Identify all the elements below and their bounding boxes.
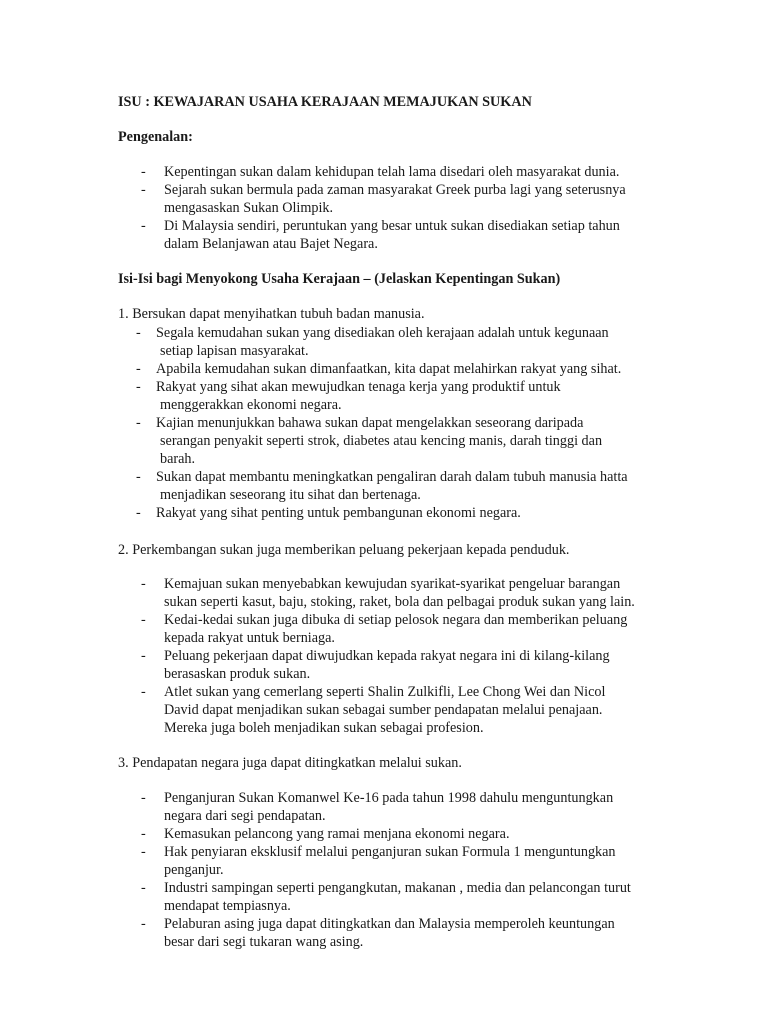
bullet-dash: - bbox=[141, 684, 146, 700]
intro-heading: Pengenalan: bbox=[118, 129, 193, 145]
bullet-dash: - bbox=[141, 790, 146, 806]
s3-item-4-line-2: mendapat tempiasnya. bbox=[164, 898, 291, 914]
bullet-dash: - bbox=[136, 415, 141, 431]
s2-item-3-line-2: berasaskan produk sukan. bbox=[164, 666, 311, 682]
s3-item-4-line-1: Industri sampingan seperti pengangkutan, makanan , media dan pelancongan turut bbox=[164, 880, 631, 896]
bullet-dash: - bbox=[141, 844, 146, 860]
section-3-heading: 3. Pendapatan negara juga dapat ditingkatkan melalui sukan. bbox=[118, 755, 462, 771]
bullet-dash: - bbox=[141, 576, 146, 592]
s1-item-1-line-1: Segala kemudahan sukan yang disediakan oleh kerajaan adalah untuk kegunaan bbox=[156, 325, 609, 341]
s3-item-5-line-1: Pelaburan asing juga dapat ditingkatkan dan Malaysia memperoleh keuntungan bbox=[164, 916, 615, 932]
s2-item-2-line-1: Kedai-kedai sukan juga dibuka di setiap pelosok negara dan memberikan peluang bbox=[164, 612, 628, 628]
s3-item-3-line-1: Hak penyiaran eksklusif melalui penganjuran sukan Formula 1 menguntungkan bbox=[164, 844, 616, 860]
bullet-dash: - bbox=[136, 505, 141, 521]
section-2-heading: 2. Perkembangan sukan juga memberikan peluang pekerjaan kepada penduduk. bbox=[118, 542, 570, 558]
s2-item-3-line-1: Peluang pekerjaan dapat diwujudkan kepada rakyat negara ini di kilang-kilang bbox=[164, 648, 610, 664]
s1-item-5-line-1: Sukan dapat membantu meningkatkan pengaliran darah dalam tubuh manusia hatta bbox=[156, 469, 628, 485]
s1-item-3-line-1: Rakyat yang sihat akan mewujudkan tenaga kerja yang produktif untuk bbox=[156, 379, 561, 395]
bullet-dash: - bbox=[141, 826, 146, 842]
s1-item-6-line-1: Rakyat yang sihat penting untuk pembangunan ekonomi negara. bbox=[156, 505, 521, 521]
s1-item-4-line-3: barah. bbox=[160, 451, 196, 467]
bullet-dash: - bbox=[141, 648, 146, 664]
bullet-dash: - bbox=[141, 218, 146, 234]
bullet-dash: - bbox=[141, 164, 146, 180]
bullet-dash: - bbox=[141, 916, 146, 932]
s3-item-5-line-2: besar dari segi tukaran wang asing. bbox=[164, 934, 364, 950]
intro-item-1-line-1: Kepentingan sukan dalam kehidupan telah lama disedari oleh masyarakat dunia. bbox=[164, 164, 620, 180]
section-1-heading: 1. Bersukan dapat menyihatkan tubuh badan manusia. bbox=[118, 306, 425, 322]
bullet-dash: - bbox=[141, 182, 146, 198]
s1-item-3-line-2: menggerakkan ekonomi negara. bbox=[160, 397, 342, 413]
bullet-dash: - bbox=[141, 880, 146, 896]
intro-item-2-line-1: Sejarah sukan bermula pada zaman masyarakat Greek purba lagi yang seterusnya bbox=[164, 182, 626, 198]
bullet-dash: - bbox=[136, 325, 141, 341]
bullet-dash: - bbox=[136, 469, 141, 485]
bullet-dash: - bbox=[136, 361, 141, 377]
bullet-dash: - bbox=[141, 612, 146, 628]
s2-item-4-line-2: David dapat menjadikan sukan sebagai sumber pendapatan melalui penajaan. bbox=[164, 702, 603, 718]
intro-item-2-line-2: mengasaskan Sukan Olimpik. bbox=[164, 200, 334, 216]
s1-item-1-line-2: setiap lapisan masyarakat. bbox=[160, 343, 309, 359]
s2-item-2-line-2: kepada rakyat untuk berniaga. bbox=[164, 630, 335, 646]
s1-item-5-line-2: menjadikan seseorang itu sihat dan bertenaga. bbox=[160, 487, 421, 503]
s3-item-2-line-1: Kemasukan pelancong yang ramai menjana ekonomi negara. bbox=[164, 826, 510, 842]
s1-item-2-line-1: Apabila kemudahan sukan dimanfaatkan, kita dapat melahirkan rakyat yang sihat. bbox=[156, 361, 622, 377]
s3-item-1-line-1: Penganjuran Sukan Komanwel Ke-16 pada tahun 1998 dahulu menguntungkan bbox=[164, 790, 614, 806]
s2-item-4-line-3: Mereka juga boleh menjadikan sukan sebagai profesion. bbox=[164, 720, 484, 736]
s1-item-4-line-1: Kajian menunjukkan bahawa sukan dapat mengelakkan seseorang daripada bbox=[156, 415, 584, 431]
intro-item-3-line-2: dalam Belanjawan atau Bajet Negara. bbox=[164, 236, 378, 252]
s3-item-3-line-2: penganjur. bbox=[164, 862, 224, 878]
s2-item-4-line-1: Atlet sukan yang cemerlang seperti Shalin Zulkifli, Lee Chong Wei dan Nicol bbox=[164, 684, 606, 700]
s3-item-1-line-2: negara dari segi pendapatan. bbox=[164, 808, 326, 824]
body-heading: Isi-Isi bagi Menyokong Usaha Kerajaan – (Jelaskan Kepentingan Sukan) bbox=[118, 271, 561, 287]
s1-item-4-line-2: serangan penyakit seperti strok, diabetes atau kencing manis, darah tinggi dan bbox=[160, 433, 603, 449]
s2-item-1-line-2: sukan seperti kasut, baju, stoking, raket, bola dan pelbagai produk sukan yang lain. bbox=[164, 594, 635, 610]
bullet-dash: - bbox=[136, 379, 141, 395]
doc-title: ISU : KEWAJARAN USAHA KERAJAAN MEMAJUKAN SUKAN bbox=[118, 94, 532, 110]
intro-item-3-line-1: Di Malaysia sendiri, peruntukan yang besar untuk sukan disediakan setiap tahun bbox=[164, 218, 620, 234]
s2-item-1-line-1: Kemajuan sukan menyebabkan kewujudan syarikat-syarikat pengeluar barangan bbox=[164, 576, 621, 592]
